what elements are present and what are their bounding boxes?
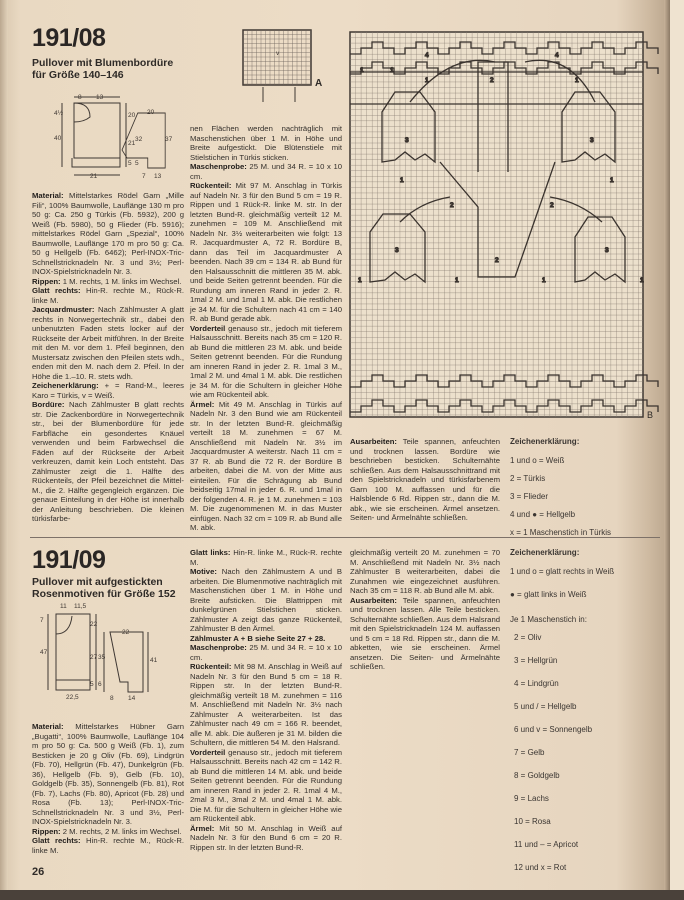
- pattern2-column2: [190, 548, 342, 852]
- p1c2-paragraph-label: Rückenteil:: [190, 181, 232, 190]
- p2c2-paragraph: [190, 662, 342, 748]
- chart-b-color-number: 1: [358, 277, 362, 284]
- chart-b-color-number: 3: [605, 247, 609, 254]
- pattern1-subtitle: [32, 57, 173, 81]
- chart-b-color-number: 1: [610, 177, 614, 184]
- sleeve-dim-bottom-right: 13: [154, 173, 162, 180]
- p1c1-paragraph-text: Hin-R. rechte M., Rück-R. linke M.: [32, 286, 185, 305]
- sleeve-dim-left: 32: [135, 136, 143, 143]
- pattern2-legend-item: 1 und o = glatt rechts in Weiß: [510, 567, 615, 576]
- chart-b-color-number: 1: [575, 77, 579, 84]
- pattern2-legend-subtitle: Je 1 Maschenstich in:: [510, 615, 587, 624]
- pattern2-legend-item: 9 = Lachs: [514, 794, 549, 803]
- sleeve-outline: [110, 632, 143, 692]
- dim-top-left: 8: [78, 94, 82, 101]
- dim-bottom: 21: [90, 173, 98, 180]
- p2c1-paragraph: [32, 722, 184, 827]
- p2c2-paragraph-text: 25 M. und 34 R. = 10 x 10 cm.: [190, 643, 342, 662]
- p1c2-paragraph: [190, 324, 342, 400]
- p2c1-paragraph-label: Material:: [32, 722, 64, 731]
- sleeve-dim-bottom-left: 8: [110, 695, 114, 702]
- p1c2-paragraph: [190, 181, 342, 324]
- p2c2-paragraph-label: Zählmuster A + B siehe Seite 27 + 28.: [190, 633, 326, 643]
- p1c2-paragraph-text: Mit 49 M. Anschlag in Türkis auf Nadeln Nr. 3 den Bund wie am Rückenteil str. In der letzten Bund-R. gleichmäßig verteilt 18 M. zunehmen = 67 M. Anschließend mit Nadeln Nr. 3½ im Jacquardmuster A weiterstr. Nach 11 cm = 37 R. ab Bund die 72 R. der Bordüre B arbeiten, dabei die M. von der Mitte aus einteilen. Für die Schrägung ab Bund beidseitig 17mal in jeder 6. R. und 1mal in der folgenden 4. R. je 1 M. zunehmen = 103 M. Die zugenommenen M. in das Muster einfügen. Nach 32 cm = 109 R. ab Bund alle M. abk.: [190, 399, 342, 532]
- sleeve-dim-top: 20: [147, 109, 155, 116]
- pattern1-legend-item: x = 1 Maschenstich in Türkis: [510, 528, 612, 537]
- pattern2-subtitle-line1: Pullover mit aufgestickten: [32, 576, 163, 588]
- p2c1-paragraph-text: 2 M. rechts, 2 M. links im Wechsel.: [60, 826, 182, 836]
- pattern2-legend-item: 10 = Rosa: [514, 817, 551, 826]
- p1c1-paragraph: [32, 400, 184, 524]
- p2c3-paragraph: [350, 548, 500, 596]
- pattern2-schematic: [40, 603, 178, 709]
- chart-a-grid: [243, 30, 318, 105]
- pattern2-subtitle-line2: Rosenmotiven für Größe 152: [32, 588, 176, 600]
- pattern2-legend-item: 8 = Goldgelb: [514, 771, 560, 780]
- p2c1-paragraph-label: Rippen:: [32, 826, 61, 836]
- pattern-number-191-09: 191/09: [32, 546, 106, 574]
- p1c2-paragraph: [190, 124, 342, 162]
- body-outline: [74, 103, 120, 158]
- p2c1-paragraph-text: Mittelstarkes Hübner Garn „Bugatti“, 100% Baumwolle, Lauflänge 104 m pro 50 g: Ca. 500 g Weiß (Fb. 1), zum Besticken je 20 g Oliv (Fb. 69), Lindgrün (Fb. 70), Hellgrün (Fb. 47), Dunkelgrün (Fb. 36), Hellgelb (Fb. 9), Gelb (Fb. 10), Goldgelb (Fb. 35), Sonnengelb (Fb. 81), Rot (Fb. 7), Lachs (Fb. 80), Apricot (Fb. 28) und Rosa (Fb. 13); Perl-INOX-Tric-Schnellstricknadeln Nr. 3 und 3½, Perl-INOX-Spielstricknadeln Nr. 3.: [32, 722, 184, 826]
- p1c1-paragraph: [32, 277, 184, 287]
- p1c2-paragraph-text: 25 M. und 34 R. = 10 x 10 cm.: [190, 162, 342, 181]
- chart-b-color-number: 1: [640, 277, 644, 284]
- p1c1-paragraph-text: 1 M. rechts, 1 M. links im Wechsel.: [60, 276, 182, 286]
- dim-right-lower: 5: [90, 681, 94, 688]
- page-left-edge: [0, 0, 8, 890]
- pattern2-legend-item: 7 = Gelb: [514, 748, 545, 757]
- pattern2-legend: [510, 548, 614, 886]
- pattern2-legend-item: 2 = Oliv: [514, 633, 542, 642]
- p1c2-paragraph-label: Maschenprobe:: [190, 162, 247, 171]
- p2c3-paragraph-text: Teile spannen, anfeuchten und trocknen lassen. Alle Teile besticken. Schulternähte schließen. Aus dem Halsrand mit den Spielstricknadeln 124 M. auffassen und 5 cm = 18 Rd. Rippen str., dann die M. abketten, wie sie erscheinen. Ärmel ansetzen. Die Seiten- und Ärmelnähte schließen.: [350, 595, 500, 671]
- sleeve-dim-bottom-left: 7: [142, 173, 146, 180]
- p1c1-paragraph-label: Material:: [32, 191, 64, 200]
- sleeve-dim-left: 35: [98, 654, 106, 661]
- pattern2-legend-title: Zeichenerklärung:: [510, 548, 580, 557]
- chart-b-border: [350, 32, 643, 417]
- chart-a-symbol: v: [276, 50, 280, 57]
- p1c1-paragraph-text: Mittelstarkes Rödel Garn „Mille Fili“, 100% Baumwolle, Lauflänge 130 m pro 50 g: Ca. 250 g Türkis (Fb. 5932), 200 g Weiß (Fb. 5980), 50 g Flieder (Fb. 5916); mittelstarkes Rödel Garn „Spezial“, 100% Baumwolle, Lauflänge 170 m pro 50 g: Ca. 50 g Hellgelb (Fb. 6462); Perl-INOX-Tric-Schnellstricknadeln Nr. 3 und 3½; Perl-INOX-Spielstricknadeln Nr. 3.: [32, 191, 184, 276]
- pattern2-legend-item: 11 und – = Apricot: [514, 840, 579, 849]
- p2c2-paragraph-label: Glatt links:: [190, 548, 231, 557]
- section-divider: [30, 537, 660, 538]
- p2c2-paragraph: [190, 567, 342, 634]
- p2c1-paragraph: [32, 827, 184, 837]
- p1c3-paragraph: [350, 437, 500, 523]
- p1c1-paragraph-label: Jacquardmuster:: [32, 305, 95, 314]
- dim-left-full: 40: [54, 135, 62, 142]
- p1c3-paragraph-label: Ausarbeiten:: [350, 437, 397, 446]
- dim-right-middle: 21: [128, 140, 136, 147]
- sleeve-dim-bottom-right: 14: [128, 695, 136, 702]
- chart-b-color-number: 2: [450, 202, 454, 209]
- pattern2-legend-item: 12 und x = Rot: [514, 863, 567, 872]
- chart-b-color-number: 1: [542, 277, 546, 284]
- p1c1-paragraph: [32, 381, 184, 400]
- chart-a-label: A: [315, 78, 323, 89]
- p1c1-paragraph-text: + = Rand-M., leeres Karo = Türkis, v = Weiß.: [32, 381, 184, 400]
- pattern2-subtitle: [32, 576, 176, 600]
- p1c1-paragraph-text: Nach Zählmuster A glatt rechts in Norwegertechnik str., dabei den unbenutzten Faden stets locker auf der Rückseite der Arbeit mitführen. In der Breite mit den M. vor dem 1. Pfeil beginnen, den Mustersatz zwischen den Pfeilen stets wdh., enden mit den M. nach dem 2. Pfeil. In der Höhe die 1.–10. R. stets wdh.: [32, 305, 184, 381]
- pattern2-column1: [32, 722, 184, 855]
- p2c2-paragraph: [190, 548, 342, 567]
- p2c2-paragraph-label: Vorderteil: [190, 747, 226, 757]
- dim-right-middle: 27: [90, 654, 98, 661]
- p2c2-paragraph-label: Motive:: [190, 567, 217, 576]
- p1c1-paragraph-label: Bordüre:: [32, 400, 65, 409]
- pattern2-legend-item: 3 = Hellgrün: [514, 656, 558, 665]
- chart-b-color-number: 1: [400, 177, 404, 184]
- pattern1-legend-item: 4 und ● = Hellgelb: [510, 510, 576, 519]
- chart-b-color-number: 2: [490, 77, 494, 84]
- chart-a-border: [243, 30, 311, 85]
- pattern2-legend-item: 6 und v = Sonnengelb: [514, 725, 593, 734]
- p1c2-paragraph-label: Vorderteil: [190, 323, 226, 333]
- p1c1-paragraph-text: Nach Zählmuster B glatt rechts str. Die Zackenbordüre in Norwegertechnik str., bei der Blumenbordüre für jede Farbfläche ein gesondertes Knäuel verwenden und beim Farbwechsel die Fäden auf der Rückseite der Arbeit verkreuzen, damit kein Loch entsteht. Das Zählmuster zeigt die 1. Hälfte des Rückenteils, der Pfeil bezeichnet die Mittel-M., die 2. Hälfte gegengleich ergänzen. Die genaue Einteilung in der Höhe ist innerhalb der Anleitung beschrieben. Die kleinen türkisfarbe-: [32, 400, 184, 523]
- p2c3-paragraph: [350, 596, 500, 672]
- chart-b-color-number: 2: [550, 202, 554, 209]
- p1c2-paragraph-text: genauso str., jedoch mit tieferem Halsausschnitt. Bereits nach 35 cm = 120 R. ab Bund die mittleren 23 M. abk. und beide Seiten getrennt beenden. Für die Rundung am inneren Rand in jeder 2. R. 1mal 3 M., 1mal 2 M. und 4mal 1 M. abk. Die restlichen je 34 M. für die Schultern in gleicher Höhe wie am Rückenteil abk.: [190, 323, 342, 399]
- dim-right-upper: 22: [90, 621, 98, 628]
- pattern2-legend-item: 4 = Lindgrün: [514, 679, 559, 688]
- dim-top-right: 13: [96, 94, 104, 101]
- p2c2-paragraph-label: Rückenteil:: [190, 662, 232, 671]
- pattern1-column3: [350, 437, 500, 523]
- pattern1-subtitle-line1: Pullover mit Blumenbordüre: [32, 57, 174, 69]
- p1c1-paragraph-label: Zeichenerklärung:: [32, 381, 99, 390]
- p2c2-paragraph-text: Nach den Zählmustern A und B arbeiten. Die Blumenmotive nachträglich mit Maschenstichen über 1 M. in Höhe und Breite aufsticken. Die Blattrippen mit dunkelgrünen Stielstichen sticken. Zählmuster A zeigt das ganze Rückenteil, Zählmuster B den Ärmel.: [190, 567, 342, 633]
- p1c2-paragraph-text: Mit 97 M. Anschlag in Türkis auf Nadeln Nr. 3 für den Bund 5 cm = 19 R. Rippen und 1 Rück-R. linke M. str. In der letzten Bund-R. gleichmäßig verteilt 12 M. zunehmen = 109 M. Anschließend mit Nadeln Nr. 3½ weiterarbeiten wie folgt: 13 R. Jacquardmuster A, 72 R. Bordüre B, dann das Teil im Jacquardmuster A beenden. Nach 39 cm = 134 R. ab Bund für den Halsausschnitt die mittleren 35 M. abk. und beide Seiten getrennt beenden. Für die Rundung am inneren Rand in jeder 2. R. 1mal 2 M. und 1mal 1 M. abk. Die restlichen je 34 M. für die Schultern nach 41 cm = 140 R. ab Bund gerade abk.: [190, 181, 342, 323]
- pattern1-legend-title: Zeichenerklärung:: [510, 437, 580, 446]
- dim-left-upper: 7: [40, 617, 44, 624]
- p2c2-paragraph-text: Hin-R. linke M., Rück-R. rechte M.: [190, 548, 343, 567]
- dim-top-right: 11,5: [74, 603, 87, 610]
- p1c2-paragraph-label: Ärmel:: [190, 399, 215, 409]
- p2c2-paragraph-text: genauso str., jedoch mit tieferem Halsausschnitt. Bereits nach 42 cm = 142 R. ab Bund die mittleren 14 M. abk. und beide Seiten getrennt beenden. Für die Rundung am inneren Rand in jeder 2. R. 1mal 4 M., 2mal 3 M., 3mal 2 M. und 4mal 1 M. abk. Die M. für die Schultern in gleicher Höhe wie am Rückenteil abk.: [190, 747, 342, 823]
- chart-b-color-number: 1: [425, 77, 429, 84]
- body-outline: [56, 614, 90, 690]
- chart-b-color-number: 4: [555, 52, 559, 59]
- p2c3-paragraph-label: Ausarbeiten:: [350, 595, 397, 605]
- chart-b-color-number: 1: [360, 67, 364, 74]
- pattern1-schematic: [50, 94, 173, 185]
- p2c2-paragraph-label: Maschenprobe:: [190, 643, 247, 652]
- sleeve-dim-left-lower: 6: [98, 681, 102, 688]
- p2c1-paragraph: [32, 836, 184, 855]
- sleeve-dim-left-lower: 5: [135, 160, 139, 167]
- chart-b-color-number: 4: [425, 52, 429, 59]
- sleeve-dim-right: 41: [150, 657, 158, 664]
- dim-bottom: 22,5: [66, 694, 79, 701]
- dim-right-upper: 20: [128, 112, 136, 119]
- sleeve-dim-top: 22: [122, 629, 130, 636]
- p1c1-paragraph: [32, 286, 184, 305]
- p1c1-paragraph: [32, 191, 184, 277]
- p2c1-paragraph-text: Hin-R. rechte M., Rück-R. linke M.: [32, 836, 185, 855]
- p1c2-paragraph-text: nen Flächen werden nachträglich mit Maschenstichen über 1 M. in Höhe und Breite aufgestickt. Die Blütenstiele mit Stielstichen in Türkis sticken.: [190, 124, 342, 162]
- p2c3-paragraph-text: gleichmäßig verteilt 20 M. zunehmen = 70 M. Anschließend mit Nadeln Nr. 3½ nach Zählmuster B weiterarbeiten, dabei die Zunahmen wie eingezeichnet ausführen. Nach 35 cm = 118 R. ab Bund alle M. abk.: [350, 548, 500, 595]
- p2c2-paragraph-text: Mit 50 M. Anschlag in Weiß auf Nadeln Nr. 3 für den Bund 6 cm = 20 R. Rippen str. In der letzten Bund-R.: [190, 823, 342, 852]
- dim-right-lower: 5: [128, 160, 132, 167]
- pattern2-column3: [350, 548, 500, 672]
- pattern1-legend-item: 1 und o = Weiß: [510, 456, 565, 465]
- chart-b-color-number: 2: [495, 257, 499, 264]
- chart-b-label: B: [647, 410, 654, 420]
- sleeve-dim-right: 37: [165, 136, 173, 143]
- table-surface: [0, 890, 684, 900]
- body-ribbing: [72, 158, 120, 167]
- p2c1-paragraph-label: Glatt rechts:: [32, 836, 81, 845]
- dim-left-full: 47: [40, 649, 48, 656]
- p2c2-paragraph: [190, 634, 342, 644]
- pattern1-legend-item: 3 = Flieder: [510, 492, 549, 501]
- next-page-edge: [670, 0, 684, 890]
- chart-b-color-number: 1: [455, 277, 459, 284]
- pattern2-legend-item: ● = glatt links in Weiß: [510, 590, 587, 599]
- pattern2-legend-item: 5 und / = Hellgelb: [514, 702, 577, 711]
- pattern-number-191-08: 191/08: [32, 24, 106, 52]
- pattern1-legend-item: 2 = Türkis: [510, 474, 546, 483]
- pattern1-column2: [190, 124, 342, 533]
- pattern1-legend: [510, 437, 611, 546]
- p2c2-paragraph: [190, 824, 342, 853]
- pattern1-subtitle-line2: für Größe 140–146: [32, 69, 124, 81]
- p1c1-paragraph: [32, 305, 184, 381]
- p2c2-paragraph: [190, 643, 342, 662]
- dim-left-upper: 4½: [54, 110, 64, 117]
- chart-b-color-number: 3: [405, 137, 409, 144]
- chart-b-color-number: 3: [590, 137, 594, 144]
- pattern1-column1: [32, 191, 184, 524]
- page-number: 26: [32, 866, 45, 878]
- chart-b-color-number: 1: [390, 67, 394, 74]
- dim-top-left: 11: [60, 603, 67, 610]
- chart-b-grid: [350, 32, 650, 432]
- p2c2-paragraph-label: Ärmel:: [190, 823, 215, 833]
- p1c1-paragraph-label: Glatt rechts:: [32, 286, 81, 295]
- p1c3-paragraph-text: Teile spannen, anfeuchten und trocknen lassen. Bordüre wie beschrieben besticken. Schulternähte schließen. Aus dem Halsausschnittrand mit den Spielstricknadeln und türkisfarbenem Garn 100 M. auffassen und für die Halsblende 6 Rd. Rippen str., dann die M. abk., wie sie erscheinen. Ärmel ansetzen. Seiten- und Ärmelnähte schließen.: [350, 437, 500, 522]
- p2c2-paragraph: [190, 748, 342, 824]
- p1c1-paragraph-label: Rippen:: [32, 276, 61, 286]
- p1c2-paragraph: [190, 400, 342, 533]
- p2c2-paragraph-text: Mit 98 M. Anschlag in Weiß auf Nadeln Nr. 3 für den Bund 5 cm = 18 R. Rippen str. In der letzten Bund-R. gleichmäßig verteilt 18 M. zunehmen = 116 M. Anschließend mit Nadeln Nr. 3½ nach Zählmuster A weiterarbeiten. Ist das Zählmuster nach 49 cm = 166 R. beendet, alle M. abk. Die äußeren je 31 M. bilden die Schultern, die mittleren 54 M. den Halsrand.: [190, 662, 342, 747]
- chart-b-color-number: 3: [395, 247, 399, 254]
- p1c2-paragraph: [190, 162, 342, 181]
